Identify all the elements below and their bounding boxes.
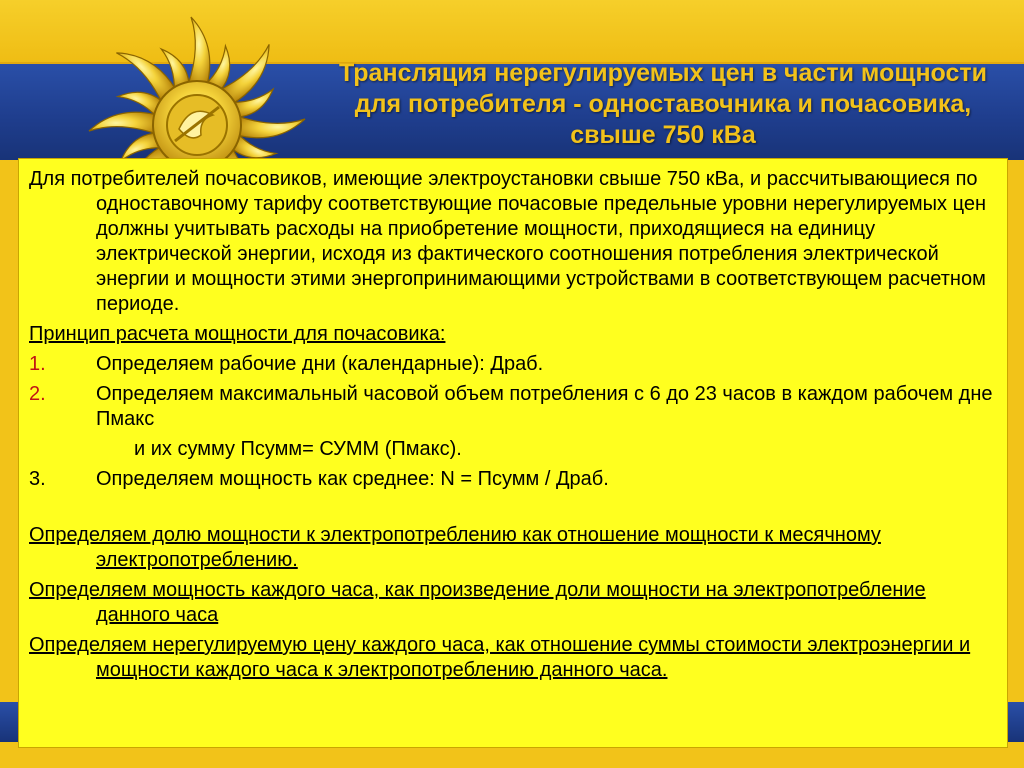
conclusion-paragraph	[29, 578, 997, 628]
step-text: Определяем рабочие дни (календарные): Драб.	[96, 353, 544, 375]
step-item	[29, 467, 997, 492]
step-number: 2.	[29, 383, 46, 405]
conclusion-text: Определяем долю мощности к электропотреблению как отношение мощности к месячному электропотреблению.	[29, 524, 881, 571]
step-item	[29, 352, 997, 377]
step-item	[29, 382, 997, 432]
conclusion-paragraph	[29, 633, 997, 683]
step-text: Определяем максимальный часовой объем потребления с 6 до 23 часов в каждом рабочем дне Пмакс	[96, 383, 993, 430]
spacer	[29, 497, 997, 523]
step-2-continuation: и их сумму Псумм= СУММ (Пмакс).	[134, 438, 462, 460]
content-box	[18, 158, 1008, 748]
step-text: Определяем мощность как среднее: N = Псумм / Драб.	[96, 468, 609, 490]
principle-heading: Принцип расчета мощности для почасовика:	[29, 323, 446, 345]
conclusion-paragraph	[29, 523, 997, 573]
slide-title: Трансляция нерегулируемых цен в части мощности для потребителя - одноставочника и почасовика, свыше 750 кВа	[338, 59, 988, 149]
conclusion-text: Определяем нерегулируемую цену каждого часа, как отношение суммы стоимости электроэнергии и мощности каждого часа к электропотреблению данного часа.	[29, 634, 971, 681]
step-number: 3.	[29, 468, 46, 490]
step-number: 1.	[29, 353, 46, 375]
conclusion-text: Определяем мощность каждого часа, как произведение доли мощности на электропотребление данного часа	[29, 579, 926, 626]
intro-paragraph: Для потребителей почасовиков, имеющие электроустановки свыше 750 кВа, и рассчитывающиеся по одноставочному тарифу соответствующие почасовые предельные уровни нерегулируемых цен должны учитывать расходы на приобретение мощности, приходящиеся на единицу электрической энергии, исходя из фактического соотношения потребления электрической энергии и мощности этими энергопринимающими устройствами в соответствующем расчетном периоде.	[29, 168, 987, 315]
